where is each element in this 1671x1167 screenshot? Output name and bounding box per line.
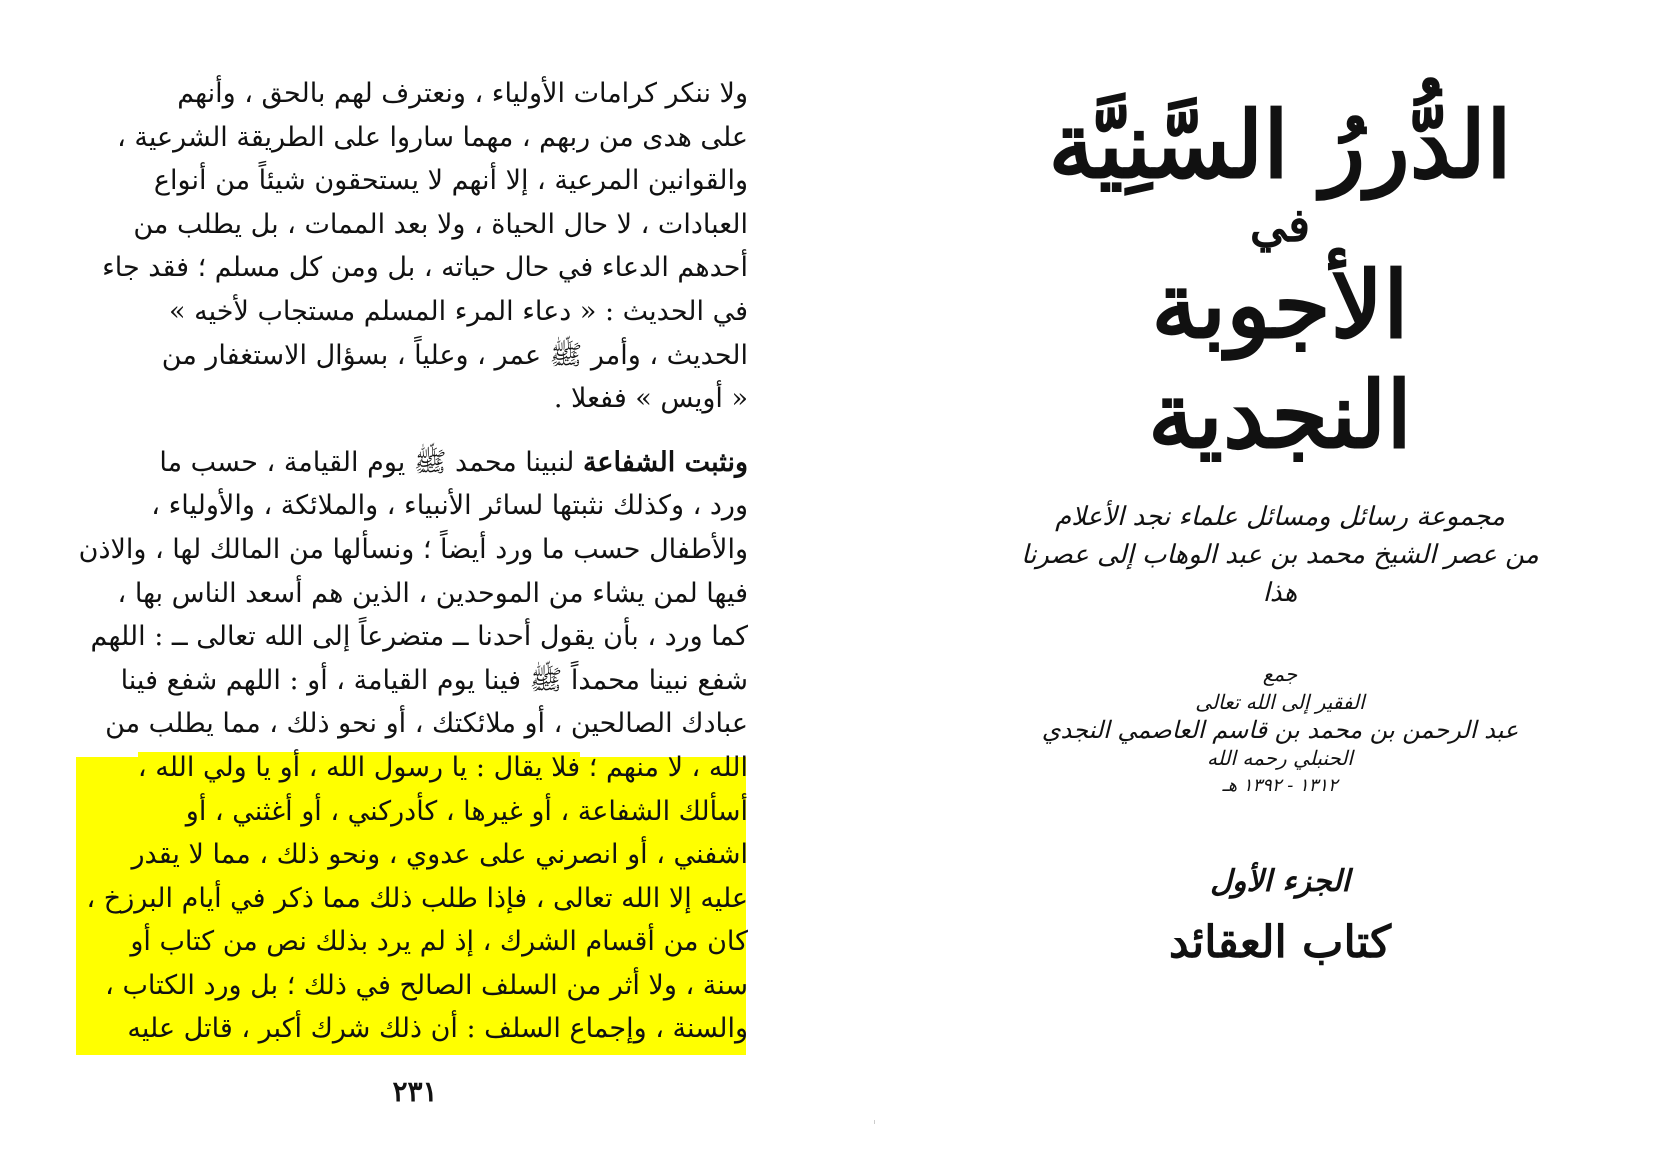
book-title-connector: في [1249, 198, 1311, 252]
collector-suffix: الحنبلي رحمه الله [1207, 746, 1353, 770]
collector-name: عبد الرحمن بن محمد بن قاسم العاصمي النجدي [1041, 716, 1519, 744]
title-page [1020, 90, 1540, 968]
subtitle-line: من عصر الشيخ محمد بن عبد الوهاب إلى عصرنا هذا [1021, 540, 1539, 608]
text-line [78, 441, 748, 485]
text-line: العبادات ، لا حال الحياة ، ولا بعد الممات ، بل يطلب من [133, 208, 748, 240]
text-span: لنبينا محمد ﷺ يوم القيامة ، حسب ما [159, 446, 575, 478]
book-section-title: كتاب العقائد [1168, 917, 1392, 968]
paragraph-lead: ونثبت الشفاعة [582, 446, 748, 478]
book-subtitle [1020, 498, 1540, 612]
collector-intro: الفقير إلى الله تعالى [1195, 690, 1365, 714]
text-line: أحدهم الدعاء في حال حياته ، بل ومن كل مسلم ؛ فقد جاء [102, 252, 748, 284]
text-line: فيها لمن يشاء من الموحدين ، الذين هم أسعد الناس بها ، [117, 577, 748, 609]
text-line: شفع نبينا محمداً ﷺ فينا يوم القيامة ، أو : اللهم شفع فينا [120, 664, 748, 696]
text-line: الحديث ، وأمر ﷺ عمر ، وعلياً ، بسؤال الاستغفار من [161, 339, 748, 371]
highlighted-line: اشفني ، أو انصرني على عدوي ، ونحو ذلك ، مما لا يقدر [131, 839, 748, 871]
text-line: عبادك الصالحين ، أو ملائكتك ، أو نحو ذلك ، مما يطلب من [105, 708, 748, 740]
highlighted-line: سنة ، ولا أثر من السلف الصالح في ذلك ؛ بل ورد الكتاب ، [105, 969, 748, 1001]
volume-label: الجزء الأول [1210, 864, 1350, 899]
collector-block [1020, 660, 1540, 800]
text-line: ولا ننكر كرامات الأولياء ، ونعترف لهم بالحق ، وأنهم [177, 78, 748, 109]
highlighted-line: أسألك الشفاعة ، أو غيرها ، كأدركني ، أو أغثني ، أو [185, 795, 748, 827]
highlighted-line: كان من أقسام الشرك ، إذ لم يرد بذلك نص من كتاب أو [130, 926, 748, 958]
text-line: ورد ، وكذلك نثبتها لسائر الأنبياء ، والملائكة ، والأولياء ، [151, 490, 748, 522]
text-line: في الحديث : « دعاء المرء المسلم مستجاب لأخيه » [169, 295, 748, 327]
book-title-line1: الدُّررُ السَّنِيَّة [1048, 91, 1512, 199]
paragraph-shafaa [78, 441, 748, 1051]
text-page [78, 72, 748, 1051]
highlighted-text: فلا يقال : يا رسول الله ، أو يا ولي الله ، [137, 751, 581, 783]
text-line: كما ورد ، بأن يقول أحدنا ــ متضرعاً إلى الله تعالى ــ : اللهم [90, 621, 748, 653]
page-number: ٢٣١ [392, 1075, 438, 1108]
highlighted-line: والسنة ، وإجماع السلف : أن ذلك شرك أكبر ، قاتل عليه [127, 1013, 748, 1045]
text-line: « أويس » ففعلا . [553, 383, 748, 415]
collector-dates: ١٣١٢ - ١٣٩٢ هـ [1222, 775, 1338, 796]
text-line: والقوانين المرعية ، إلا أنهم لا يستحقون شيئاً من أنواع [153, 165, 748, 197]
collected-label: جمع [1262, 662, 1298, 686]
highlighted-line: عليه إلا الله تعالى ، فإذا طلب ذلك مما ذكر في أيام البرزخ ، [86, 882, 748, 914]
spine-mark [874, 1120, 875, 1124]
text-line [78, 746, 748, 790]
text-line: والأطفال حسب ما ورد أيضاً ؛ ونسألها من المالك لها ، والاذن [78, 533, 748, 565]
subtitle-line: مجموعة رسائل ومسائل علماء نجد الأعلام [1055, 502, 1505, 532]
text-span: الله ، لا منهم ؛ [588, 751, 748, 783]
book-title-line2: الأجوبة النجدية [1148, 251, 1412, 469]
paragraph-karamat [78, 72, 748, 421]
text-line: على هدى من ربهم ، مهما ساروا على الطريقة الشرعية ، [117, 121, 748, 153]
